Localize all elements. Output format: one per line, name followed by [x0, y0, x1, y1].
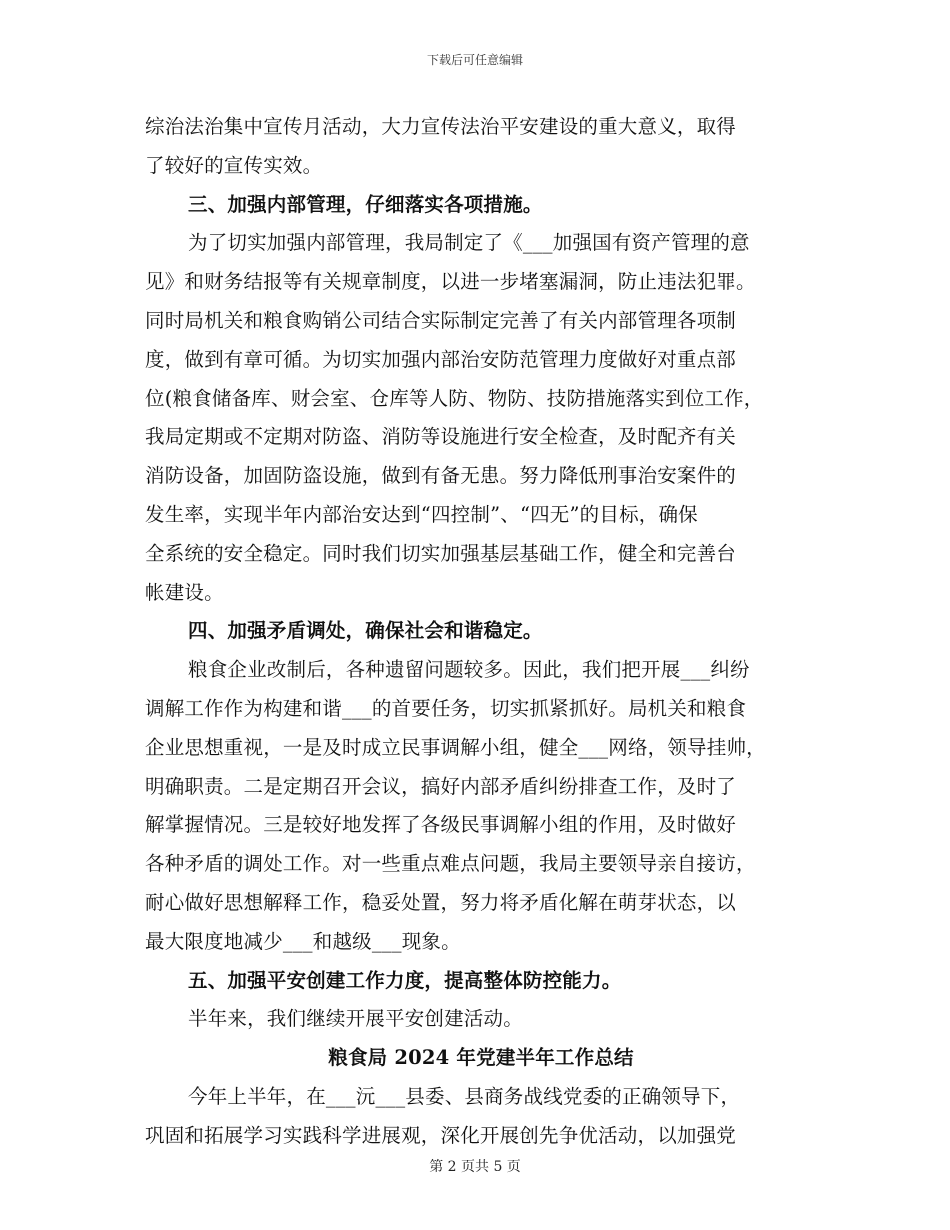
text-line: 各种矛盾的调处工作。对一些重点难点问题，我局主要领导亲自接访， — [145, 852, 756, 876]
text-line: 今年上半年，在___沅___县委、县商务战线党委的正确领导下， — [188, 1084, 741, 1108]
page-footer: 第 2 页共 5 页 — [429, 1159, 521, 1175]
section-heading: 四、加强矛盾调处，确保社会和谐稳定。 — [188, 619, 543, 643]
text-line: 位(粮食储备库、财会室、仓库等人防、物防、技防措施落实到位工作， — [145, 386, 764, 410]
section-heading: 五、加强平安创建工作力度，提高整体防控能力。 — [188, 968, 622, 992]
text-line: 消防设备，加固防盗设施，做到有备无患。努力降低刑事治安案件的 — [145, 464, 737, 488]
text-line: 帐建设。 — [145, 580, 224, 604]
text-line: 全系统的安全稳定。同时我们切实加强基层基础工作，健全和完善台 — [145, 541, 737, 565]
section-title: 粮食局 2024 年党建半年工作总结 — [328, 1046, 634, 1070]
text-line: 明确职责。二是定期召开会议，搞好内部矛盾纠纷排查工作，及时了 — [145, 774, 737, 798]
text-line: 粮食企业改制后，各种遗留问题较多。因此，我们把开展___纠纷 — [188, 658, 750, 682]
page-header: 下载后可任意编辑 — [426, 53, 523, 67]
text-line: 见》和财务结报等有关规章制度，以进一步堵塞漏洞，防止违法犯罪。 — [145, 270, 756, 294]
section-heading: 三、加强内部管理，仔细落实各项措施。 — [188, 192, 543, 216]
text-line: 最大限度地减少___和越级___现象。 — [145, 929, 461, 953]
text-line: 发生率，实现半年内部治安达到“四控制”、“四无”的目标，确保 — [145, 502, 698, 526]
text-line: 企业思想重视，一是及时成立民事调解小组，健全___网络，领导挂帅， — [145, 735, 766, 759]
text-line: 我局定期或不定期对防盗、消防等设施进行安全检查，及时配齐有关 — [145, 425, 737, 449]
text-line: 综治法治集中宣传月活动，大力宣传法治平安建设的重大意义，取得 — [145, 115, 737, 138]
document-body — [145, 108, 817, 1156]
text-line: 耐心做好思想解释工作，稳妥处置，努力将矛盾化解在萌芽状态，以 — [145, 890, 737, 914]
text-line: 解掌握情况。三是较好地发挥了各级民事调解小组的作用，及时做好 — [145, 813, 737, 837]
text-line: 调解工作作为构建和谐___的首要任务，切实抓紧抓好。局机关和粮食 — [145, 696, 747, 720]
text-line: 为了切实加强内部管理，我局制定了《___加强国有资产管理的意 — [188, 231, 750, 255]
text-line: 巩固和拓展学习实践科学进展观，深化开展创先争优活动，以加强党 — [145, 1123, 737, 1147]
text-line: 半年来，我们继续开展平安创建活动。 — [188, 1007, 523, 1031]
text-line: 了较好的宣传实效。 — [145, 153, 323, 177]
text-line: 同时局机关和粮食购销公司结合实际制定完善了有关内部管理各项制 — [145, 308, 737, 332]
text-line: 度，做到有章可循。为切实加强内部治安防范管理力度做好对重点部 — [145, 347, 737, 371]
